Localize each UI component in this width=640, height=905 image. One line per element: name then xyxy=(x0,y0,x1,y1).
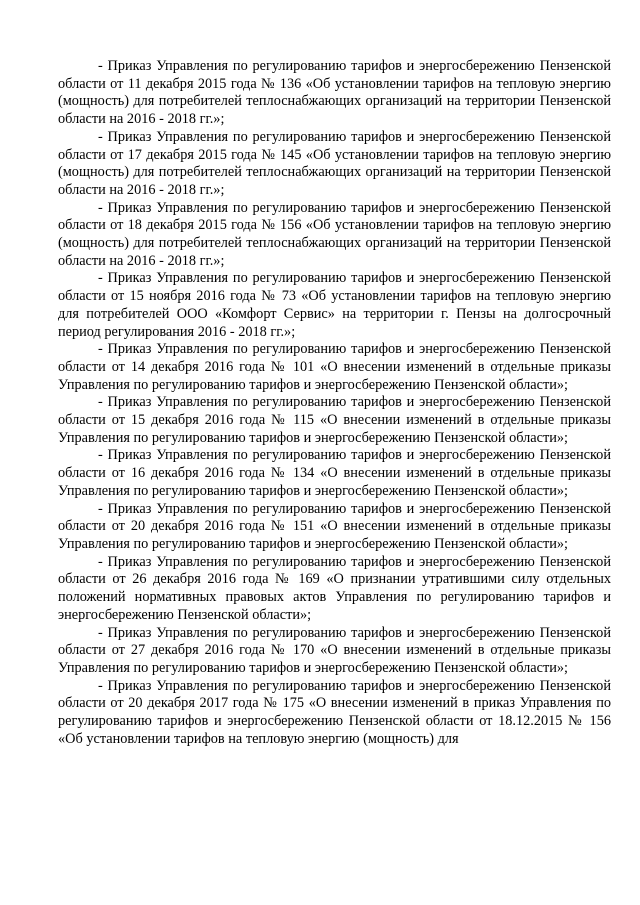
order-list-item-4: - Приказ Управления по регулированию тарифов и энергосбережению Пензенской области от 15 ноября 2016 года № 73 «Об установлении тарифов на тепловую энергию для потребителей ООО «Комфорт Сервис» на территории г. Пензы на долгосрочный период регулирования 2016 - 2018 гг.»; xyxy=(58,270,611,340)
order-list-item-10: - Приказ Управления по регулированию тарифов и энергосбережению Пензенской области от 27 декабря 2016 года № 170 «О внесении изменений в отдельные приказы Управления по регулированию тарифов и энергосбережению Пензенской области»; xyxy=(58,624,611,676)
order-list-item-6: - Приказ Управления по регулированию тарифов и энергосбережению Пензенской области от 15 декабря 2016 года № 115 «О внесении изменений в отдельные приказы Управления по регулированию тарифов и энергосбережению Пензенской области»; xyxy=(58,394,611,446)
order-list-item-5: - Приказ Управления по регулированию тарифов и энергосбережению Пензенской области от 14 декабря 2016 года № 101 «О внесении изменений в отдельные приказы Управления по регулированию тарифов и энергосбережению Пензенской области»; xyxy=(58,341,611,393)
order-list-item-9: - Приказ Управления по регулированию тарифов и энергосбережению Пензенской области от 26 декабря 2016 года № 169 «О признании утратившими силу отдельных положений нормативных правовых актов Управления по регулированию тарифов и энергосбережению Пензенской области»; xyxy=(58,553,611,623)
order-list-item-8: - Приказ Управления по регулированию тарифов и энергосбережению Пензенской области от 20 декабря 2016 года № 151 «О внесении изменений в отдельные приказы Управления по регулированию тарифов и энергосбережению Пензенской области»; xyxy=(58,500,611,552)
order-list-item-3: - Приказ Управления по регулированию тарифов и энергосбережению Пензенской области от 18 декабря 2015 года № 156 «Об установлении тарифов на тепловую энергию (мощность) для потребителей теплоснабжающих организаций на территории Пензенской области на 2016 - 2018 гг.»; xyxy=(58,199,611,269)
order-list-item-11: - Приказ Управления по регулированию тарифов и энергосбережению Пензенской области от 20 декабря 2017 года № 175 «О внесении изменений в приказ Управления по регулированию тарифов и энергосбережению Пензенской области от 18.12.2015 № 156 «Об установлении тарифов на тепловую энергию (мощность) для xyxy=(58,677,611,747)
order-list-item-1: - Приказ Управления по регулированию тарифов и энергосбережению Пензенской области от 11 декабря 2015 года № 136 «Об установлении тарифов на тепловую энергию (мощность) для потребителей теплоснабжающих организаций на территории Пензенской области на 2016 - 2018 гг.»; xyxy=(58,58,611,128)
order-list-item-2: - Приказ Управления по регулированию тарифов и энергосбережению Пензенской области от 17 декабря 2015 года № 145 «Об установлении тарифов на тепловую энергию (мощность) для потребителей теплоснабжающих организаций на территории Пензенской области на 2016 - 2018 гг.»; xyxy=(58,128,611,198)
document-page xyxy=(58,58,611,748)
order-list-item-7: - Приказ Управления по регулированию тарифов и энергосбережению Пензенской области от 16 декабря 2016 года № 134 «О внесении изменений в отдельные приказы Управления по регулированию тарифов и энергосбережению Пензенской области»; xyxy=(58,447,611,499)
